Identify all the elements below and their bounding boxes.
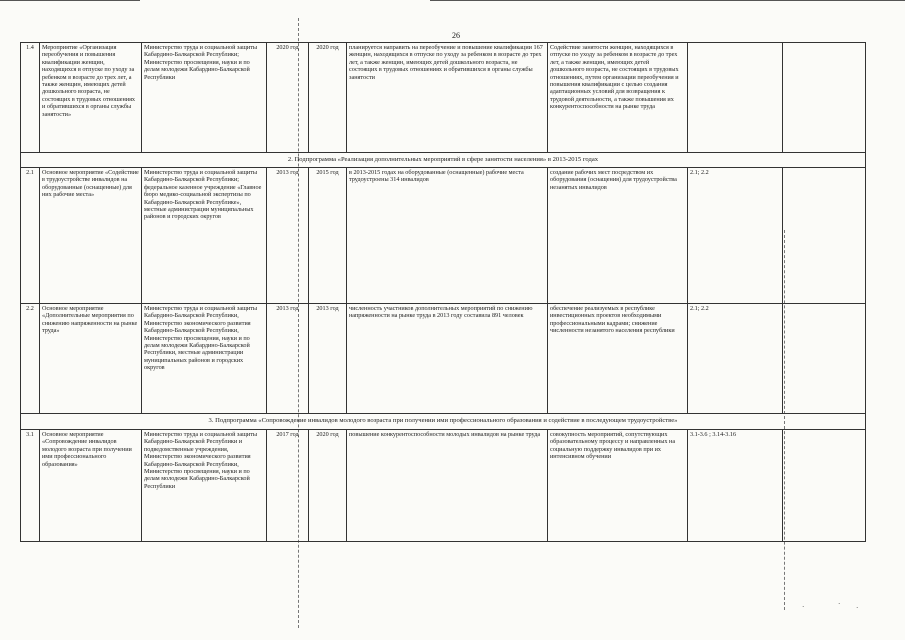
effect: совокупность мероприятий, сопутствующих образовательному процессу и направленных на социальную поддержку инвалидов при их интенсивном обучении [548,430,688,542]
start-year: 2017 год [267,430,309,542]
event-name: Основное мероприятие «Содействие в трудоустройстве инвалидов на оборудованные (оснащенные) для них рабочие места» [40,168,142,304]
indicators: 2.1; 2.2 [688,304,783,414]
subprogram-3-title: 3. Подпрограмма «Сопровождение инвалидов молодого возраста при получении ими профессионального образования и содействие в последующем трудоустройстве» [21,414,866,430]
row-number: 2.2 [21,304,40,414]
event-name: Основное мероприятие «Сопровождение инвалидов молодого возраста при получении ими профессионального образования» [40,430,142,542]
executors: Министерство труда и социальной защиты Кабардино-Балкарской Республики; Министерство просвещения, науки и по делам молодежи Кабардино-Балкарской Республики [142,43,267,153]
table-row [21,304,866,414]
event-name: Основное мероприятие «Дополнительные мероприятия по снижению напряженности на рынке труда» [40,304,142,414]
start-year: 2013 год [267,304,309,414]
end-year: 2015 год [309,168,347,304]
expected-result: повышение конкурентоспособности молодых инвалидов на рынке труда [347,430,548,542]
scan-speck: · [802,603,805,611]
end-year: 2013 год [309,304,347,414]
row-number: 3.1 [21,430,40,542]
executors: Министерство труда и социальной защиты Кабардино-Балкарской Республики; федеральное казенное учреждение «Главное бюро медико-социальной экспертизы по Кабардино-Балкарской Республике», местные администрации муниципальных районов и городских округов [142,168,267,304]
indicators: 3.1-3.6 ; 3.14-3.16 [688,430,783,542]
notes-cell [783,304,866,414]
end-year: 2020 год [309,43,347,153]
scan-top-line-right [430,0,905,1]
table-row [21,168,866,304]
page-number: 26 [452,31,460,40]
effect: обеспечение реализуемых в республике инвестиционных проектов необходимыми профессиональными кадрами; снижение численности незанятого населения республики [548,304,688,414]
scan-speck: · [856,604,859,612]
end-year: 2020 год [309,430,347,542]
scan-top-line-left [0,0,140,1]
table-row [21,43,866,153]
start-year: 2020 год [267,43,309,153]
executors: Министерство труда и социальной защиты Кабардино-Балкарской Республики, Министерство экономического развития Кабардино-Балкарской Республики, Министерство просвещения, науки и по делам молодежи Кабардино-Балкарской Республики, местные администрации муниципальных районов и городских округов [142,304,267,414]
executors: Министерство труда и социальной защиты Кабардино-Балкарской Республики и подведомственные учреждения, Министерство экономического развития Кабардино-Балкарской Республики, Министерство просвещения, науки и по делам молодежи Кабардино-Балкарской Республики [142,430,267,542]
program-table [20,42,866,542]
expected-result: планируется направить на переобучение и повышение квалификации 167 женщин, находящихся в отпуске по уходу за ребенком в возрасте до трех лет, а также женщин, имеющих детей дошкольного возраста, не состоящих в трудовых отношениях и обратившихся в органы службы занятости [347,43,548,153]
indicators [688,43,783,153]
row-number: 2.1 [21,168,40,304]
subprogram-row [21,153,866,168]
row-number: 1.4 [21,43,40,153]
effect: создание рабочих мест посредством их оборудования (оснащения) для трудоустройства незанятых инвалидов [548,168,688,304]
subprogram-row [21,414,866,430]
notes-cell [783,43,866,153]
subprogram-2-title: 2. Подпрограмма «Реализация дополнительных мероприятий в сфере занятости населения» в 2013-2015 годах [21,153,866,168]
start-year: 2013 год [267,168,309,304]
notes-cell [783,430,866,542]
event-name: Мероприятие «Организация переобучения и повышения квалификации женщин, находящихся в отпуске по уходу за ребенком в возрасте до трех лет, а также женщин, имеющих детей дошкольного возраста, не состоящих в трудовых отношениях и обратившихся в органы службы занятости» [40,43,142,153]
notes-cell [783,168,866,304]
expected-result: в 2013-2015 годах на оборудованные (оснащенные) рабочие места трудоустроены 314 инвалидов [347,168,548,304]
expected-result: численность участников дополнительных мероприятий по снижению напряженности на рынке труда в 2013 году составила 891 человек [347,304,548,414]
table-row [21,430,866,542]
effect: Содействие занятости женщин, находящихся в отпуске по уходу за ребенком в возрасте до трех лет, а также женщин, имеющих детей дошкольного возраста, не состоящих в трудовых отношениях, путем организации переобучения и повышения квалификации с целью создания адаптационных условий для возвращения к трудовой деятельности, а также повышения их конкурентоспособности на рынке труда [548,43,688,153]
scan-speck: · [838,600,841,608]
indicators: 2.1; 2.2 [688,168,783,304]
